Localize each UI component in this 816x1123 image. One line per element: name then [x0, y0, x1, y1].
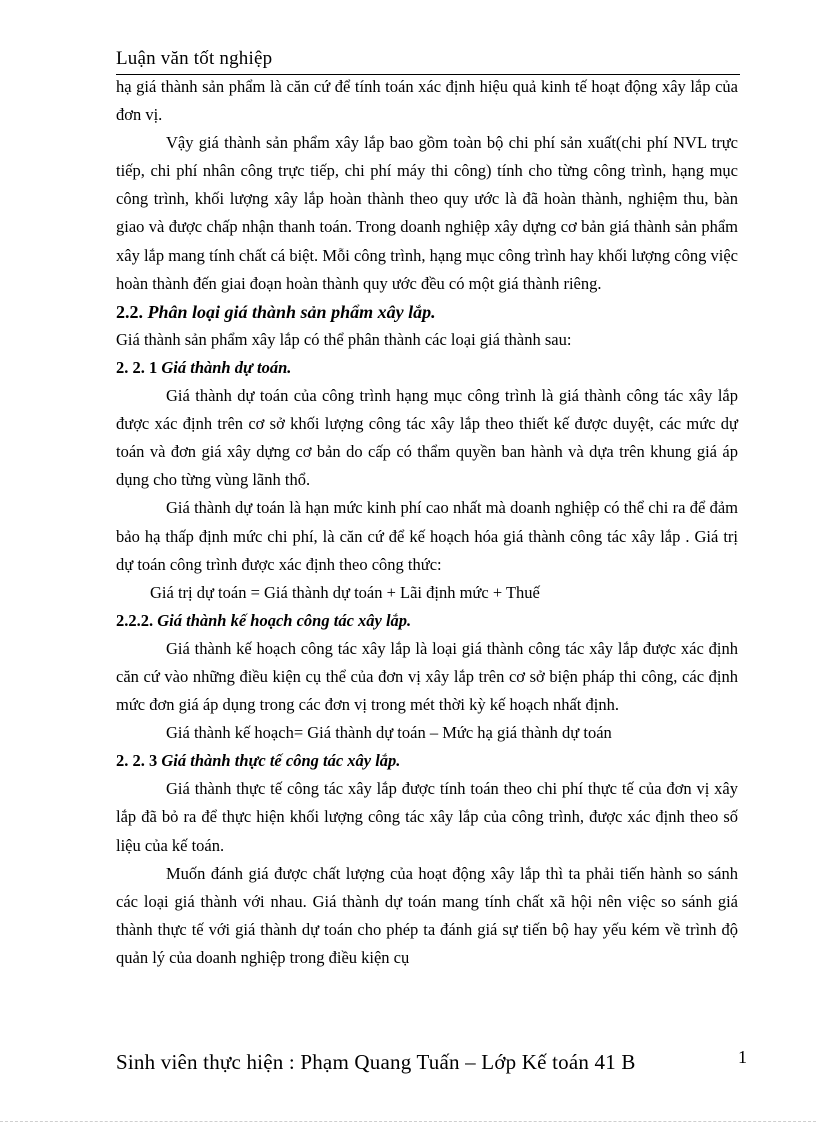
formula-2: Giá thành kế hoạch= Giá thành dự toán – Mức hạ giá thành dự toán — [166, 723, 612, 743]
subsection-heading-2-2-2 — [116, 607, 738, 635]
paragraph-5: Giá thành dự toán là hạn mức kinh phí cao nhất mà doanh nghiệp có thể chi ra để đảm bảo hạ thấp định mức chi phí, là căn cứ để kế hoạch hóa giá thành công tác xây lắp . Giá trị dự toán công trình được xác định theo công thức: — [116, 498, 738, 574]
page-number: 1 — [738, 1047, 747, 1067]
section-title: Phân loại giá thành sản phẩm xây lắp. — [147, 301, 436, 322]
subsection-number: 2. 2. 1 — [116, 357, 158, 377]
subsection-title: Giá thành thực tế công tác xây lắp. — [161, 751, 401, 771]
subsection-number: 2.2.2. — [116, 610, 154, 630]
paragraph-7: Giá thành thực tế công tác xây lắp được tính toán theo chi phí thực tế của đơn vị xây lắp đã bỏ ra để thực hiện khối lượng công tác xây lắp của công trình, được xác định theo số liệu của kế toán. — [116, 779, 738, 855]
subsection-title: Giá thành dự toán. — [161, 357, 292, 377]
page-bottom-edge — [0, 1121, 816, 1122]
section-number: 2.2. — [116, 301, 143, 322]
running-header: Luận văn tốt nghiệp — [116, 48, 273, 69]
paragraph-8: Muốn đánh giá được chất lượng của hoạt động xây lắp thì ta phải tiến hành so sánh các loại giá thành với nhau. Giá thành dự toán mang tính chất xã hội nên việc so sánh giá thành thực tế với giá thành dự toán cho phép ta đánh giá sự tiến bộ hay yếu kém về trình độ quản lý của doanh nghiệp trong điều kiện cụ — [116, 863, 738, 967]
paragraph-1: hạ giá thành sản phẩm là căn cứ để tính toán xác định hiệu quả kinh tế hoạt động xây lắp của đơn vị. — [116, 77, 738, 125]
subsection-number: 2. 2. 3 — [116, 751, 158, 771]
subsection-title: Giá thành kế hoạch công tác xây lắp. — [157, 610, 412, 630]
paragraph-6: Giá thành kế hoạch công tác xây lắp là loại giá thành công tác xây lắp được xác định căn cứ vào những điều kiện cụ thể của đơn vị xây lắp trên cơ sở biện pháp thi công, các định mức đơn giá áp dụng trong các đơn vị trong mét thời kỳ kế hoạch nhất định. — [116, 638, 738, 715]
document-body — [116, 73, 738, 972]
subsection-heading-2-2-1 — [116, 354, 738, 382]
paragraph-3: Giá thành sản phẩm xây lắp có thể phân thành các loại giá thành sau: — [116, 329, 572, 349]
section-heading-2-2 — [116, 298, 738, 326]
paragraph-2: Vậy giá thành sản phẩm xây lắp bao gồm toàn bộ chi phí sản xuất(chi phí NVL trực tiếp, chi phí nhân công trực tiếp, chi phí máy thi công) tính cho từng công trình, hạng mục công trình, khối lượng xây lắp hoàn thành theo quy ước là đã hoàn thành, nghiệm thu, bàn giao và được chấp nhận thanh toán. Trong doanh nghiệp xây dựng cơ bản giá thành sản phẩm xây lắp mang tính chất cá biệt. Mỗi công trình, hạng mục công trình hay khối lượng công việc hoàn thành đến giai đoạn hoàn thành quy ước đều có một giá thành riêng. — [116, 133, 738, 293]
paragraph-4: Giá thành dự toán của công trình hạng mục công trình là giá thành công tác xây lắp được xác định trên cơ sở khối lượng công tác xây lắp theo thiết kế được duyệt, các mức dự toán và đơn giá xây dựng cơ bản do cấp có thẩm quyền ban hành và dựa trên khung giá áp dụng cho từng vùng lãnh thổ. — [116, 386, 738, 490]
subsection-heading-2-2-3 — [116, 747, 738, 775]
running-footer: Sinh viên thực hiện : Phạm Quang Tuấn – Lớp Kế toán 41 B — [116, 1050, 636, 1074]
formula-1: Giá trị dự toán = Giá thành dự toán + Lãi định mức + Thuế — [150, 582, 540, 602]
